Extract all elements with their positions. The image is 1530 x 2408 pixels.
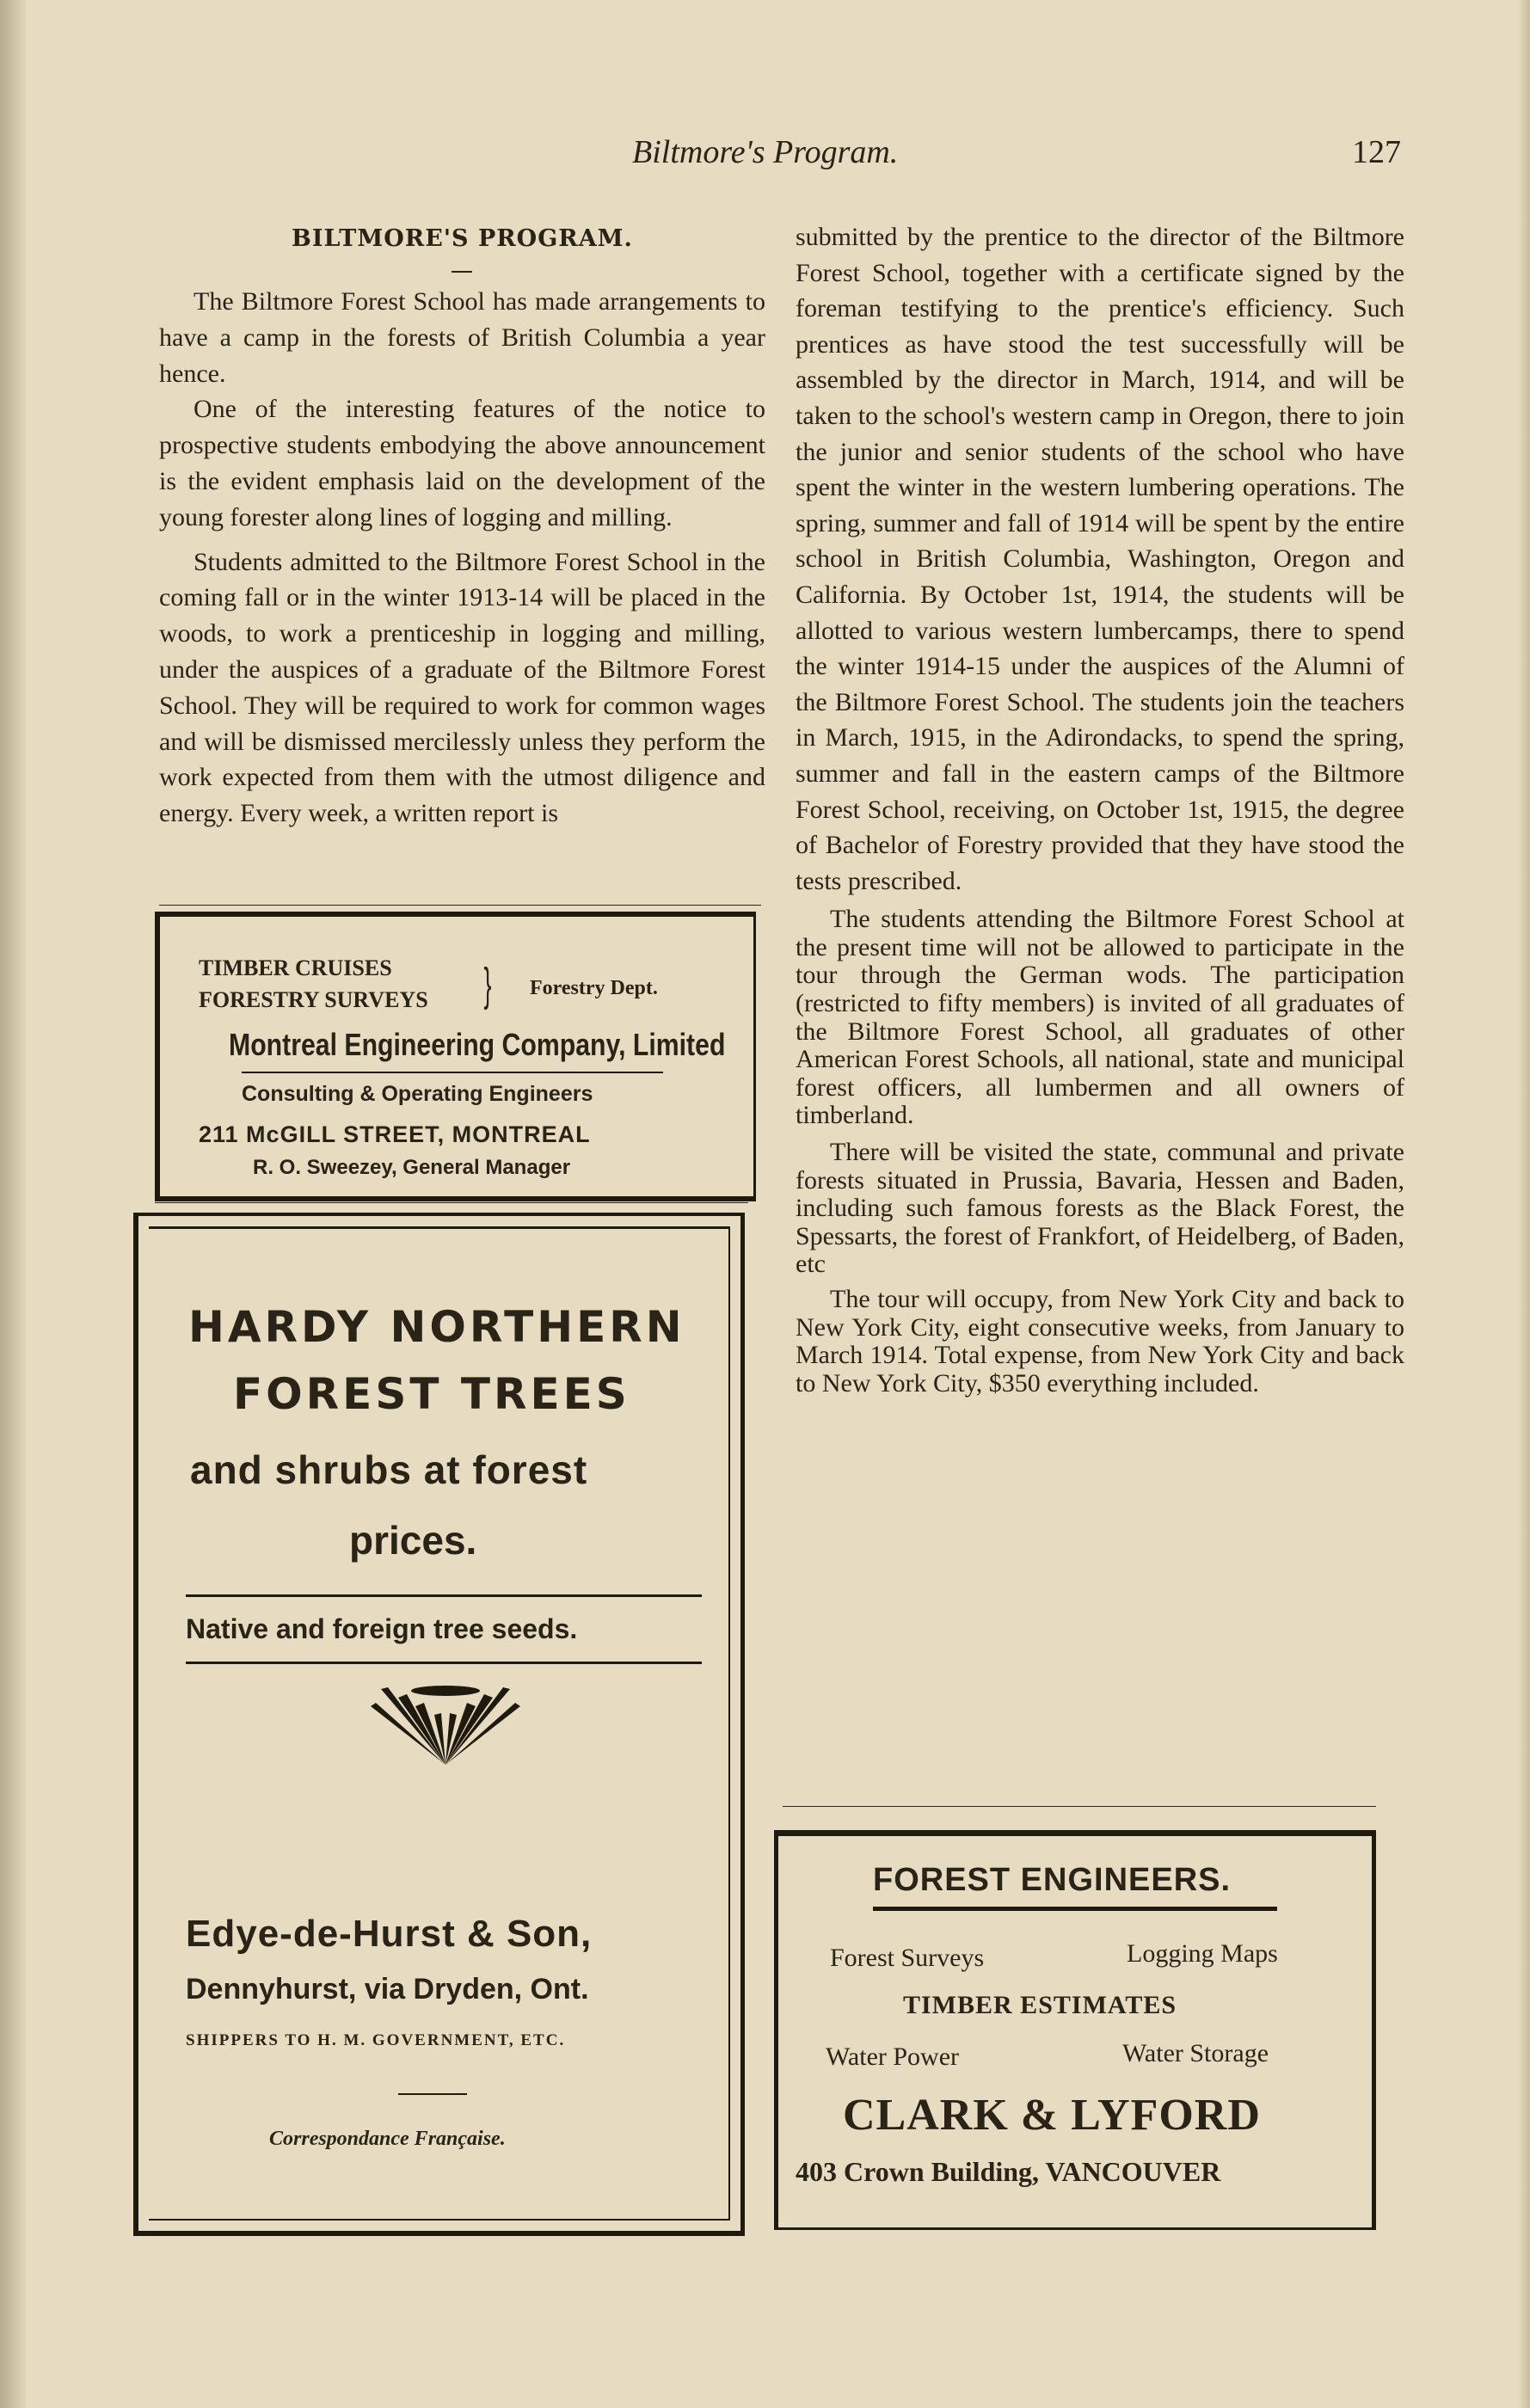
ad-divider bbox=[398, 2093, 467, 2095]
service-logging-maps: Logging Maps bbox=[1127, 1939, 1278, 1968]
article-paragraph: Students admitted to the Biltmore Forest School in the coming fall or in the winter 1913-14 will be placed in the woods, to work a prenticeship in logging and milling, under the auspices of a graduate of the Biltmore Forest School. They will be required to work for common wages and will be dismissed mercilessly unless they perform the work expected from them with the utmost diligence and energy. Every week, a written report is bbox=[159, 547, 765, 828]
ad-firm-name: CLARK & LYFORD bbox=[843, 2091, 1261, 2140]
service-timber-estimates: TIMBER ESTIMATES bbox=[903, 1991, 1177, 2019]
ad-line-forestry-dept: Forestry Dept. bbox=[530, 977, 658, 999]
running-title: Biltmore's Program. bbox=[632, 134, 899, 170]
ad-separator-rule bbox=[155, 1202, 748, 1203]
service-water-storage: Water Storage bbox=[1122, 2039, 1269, 2067]
leaf-ornament-icon bbox=[364, 1680, 527, 1766]
ad-hardy-northern bbox=[133, 1213, 745, 2236]
article-paragraph: The students attending the Biltmore Forest School at the present time will not be allowed to participate in the tour through the German wods. The participation (restricted to fifty members) is invited of all graduates of the Biltmore Forest School, all graduates of other American Forest Schools, all national, state and municipal forest officers, all lumbermen and all owners of timberland. bbox=[796, 905, 1404, 1130]
page-number: 127 bbox=[1352, 134, 1401, 170]
column-end-rule-left bbox=[159, 905, 761, 906]
ad-divider bbox=[242, 1072, 663, 1073]
article-column-right bbox=[796, 219, 1404, 1398]
ad-firm-location: Dennyhurst, via Dryden, Ont. bbox=[186, 1973, 589, 2006]
title-dash bbox=[452, 271, 472, 273]
ad-address: 211 McGILL STREET, MONTREAL bbox=[199, 1121, 591, 1147]
ad-shippers: SHIPPERS TO H. M. GOVERNMENT, ETC. bbox=[186, 2031, 566, 2049]
ad-manager: R. O. Sweezey, General Manager bbox=[253, 1156, 571, 1179]
ad-headline-4: prices. bbox=[349, 1518, 477, 1563]
ad-headline-2: FOREST TREES bbox=[233, 1369, 630, 1419]
ad-title-underline bbox=[873, 1907, 1277, 1911]
ad-firm-name: Edye-de-Hurst & Son, bbox=[186, 1913, 593, 1955]
ad-company-name: Montreal Engineering Company, Limited bbox=[229, 1027, 726, 1062]
ad-line-timber-cruises: TIMBER CRUISES bbox=[199, 955, 392, 980]
article-column-left bbox=[159, 284, 765, 832]
ad-divider bbox=[186, 1594, 702, 1597]
ad-line-forestry-surveys: FORESTRY SURVEYS bbox=[199, 987, 428, 1012]
ad-montreal-engineering bbox=[155, 912, 756, 1201]
ad-headline-1: HARDY NORTHERN bbox=[188, 1302, 685, 1352]
service-forest-surveys: Forest Surveys bbox=[830, 1944, 985, 1972]
ad-divider bbox=[186, 1662, 702, 1664]
article-paragraph: The tour will occupy, from New York City and back to New York City, eight consecutive weeks, from January to March 1914. Total expense, from New York City and back to New York City, $350 everything included. bbox=[796, 1285, 1404, 1398]
article-title: BILTMORE'S PROGRAM. bbox=[292, 225, 633, 252]
ad-title: FOREST ENGINEERS. bbox=[873, 1862, 1232, 1898]
page-edge-shadow bbox=[1518, 0, 1530, 2408]
article-paragraph: submitted by the prentice to the director of the Biltmore Forest School, together with a certificate signed by the foreman testifying to the prentice's efficiency. Such prentices as have stood the test successfully will be assembled by the director in March, 1914, and will be taken to the school's western camp in Oregon, there to join the junior and senior students of the school who have spent the winter in the western lumbering operations. The spring, summer and fall of 1914 will be spent by the entire school in British Columbia, Washington, Oregon and California. By October 1st, 1914, the students will be allotted to various western lumbercamps, there to spend the winter 1914-15 under the auspices of the Alumni of the Biltmore Forest School. The students join the teachers in March, 1915, in the Adirondacks, to spend the spring, summer and fall in the eastern camps of the Biltmore Forest School, receiving, on October 1st, 1915, the degree of Bachelor of Forestry provided that they have stood the tests prescribed. bbox=[796, 223, 1404, 895]
column-end-rule-right bbox=[783, 1806, 1376, 1807]
ad-native-seeds: Native and foreign tree seeds. bbox=[186, 1613, 578, 1644]
article-paragraph: There will be visited the state, communal and private forests situated in Prussia, Bavaria, Hessen and Baden, including such famous forests as the Black Forest, the Spessarts, the forest of Frankfort, of Heidelberg, of Baden, etc bbox=[796, 1138, 1404, 1279]
ad-line-consulting: Consulting & Operating Engineers bbox=[242, 1082, 593, 1106]
ad-correspondance: Correspondance Française. bbox=[269, 2128, 506, 2150]
article-paragraph: The Biltmore Forest School has made arrangements to have a camp in the forests of British Columbia a year hence. bbox=[159, 287, 765, 388]
ad-headline-3: and shrubs at forest bbox=[190, 1447, 588, 1492]
brace-symbol: } bbox=[483, 959, 492, 1010]
article-paragraph: One of the interesting features of the notice to prospective students embodying the above announcement is the evident emphasis laid on the development of the young forester along lines of logging and milling. bbox=[159, 395, 765, 531]
ad-address: 403 Crown Building, VANCOUVER bbox=[796, 2156, 1221, 2187]
service-water-power: Water Power bbox=[826, 2042, 960, 2071]
page-gutter-shadow bbox=[0, 0, 26, 2408]
ad-clark-lyford bbox=[774, 1830, 1376, 2230]
